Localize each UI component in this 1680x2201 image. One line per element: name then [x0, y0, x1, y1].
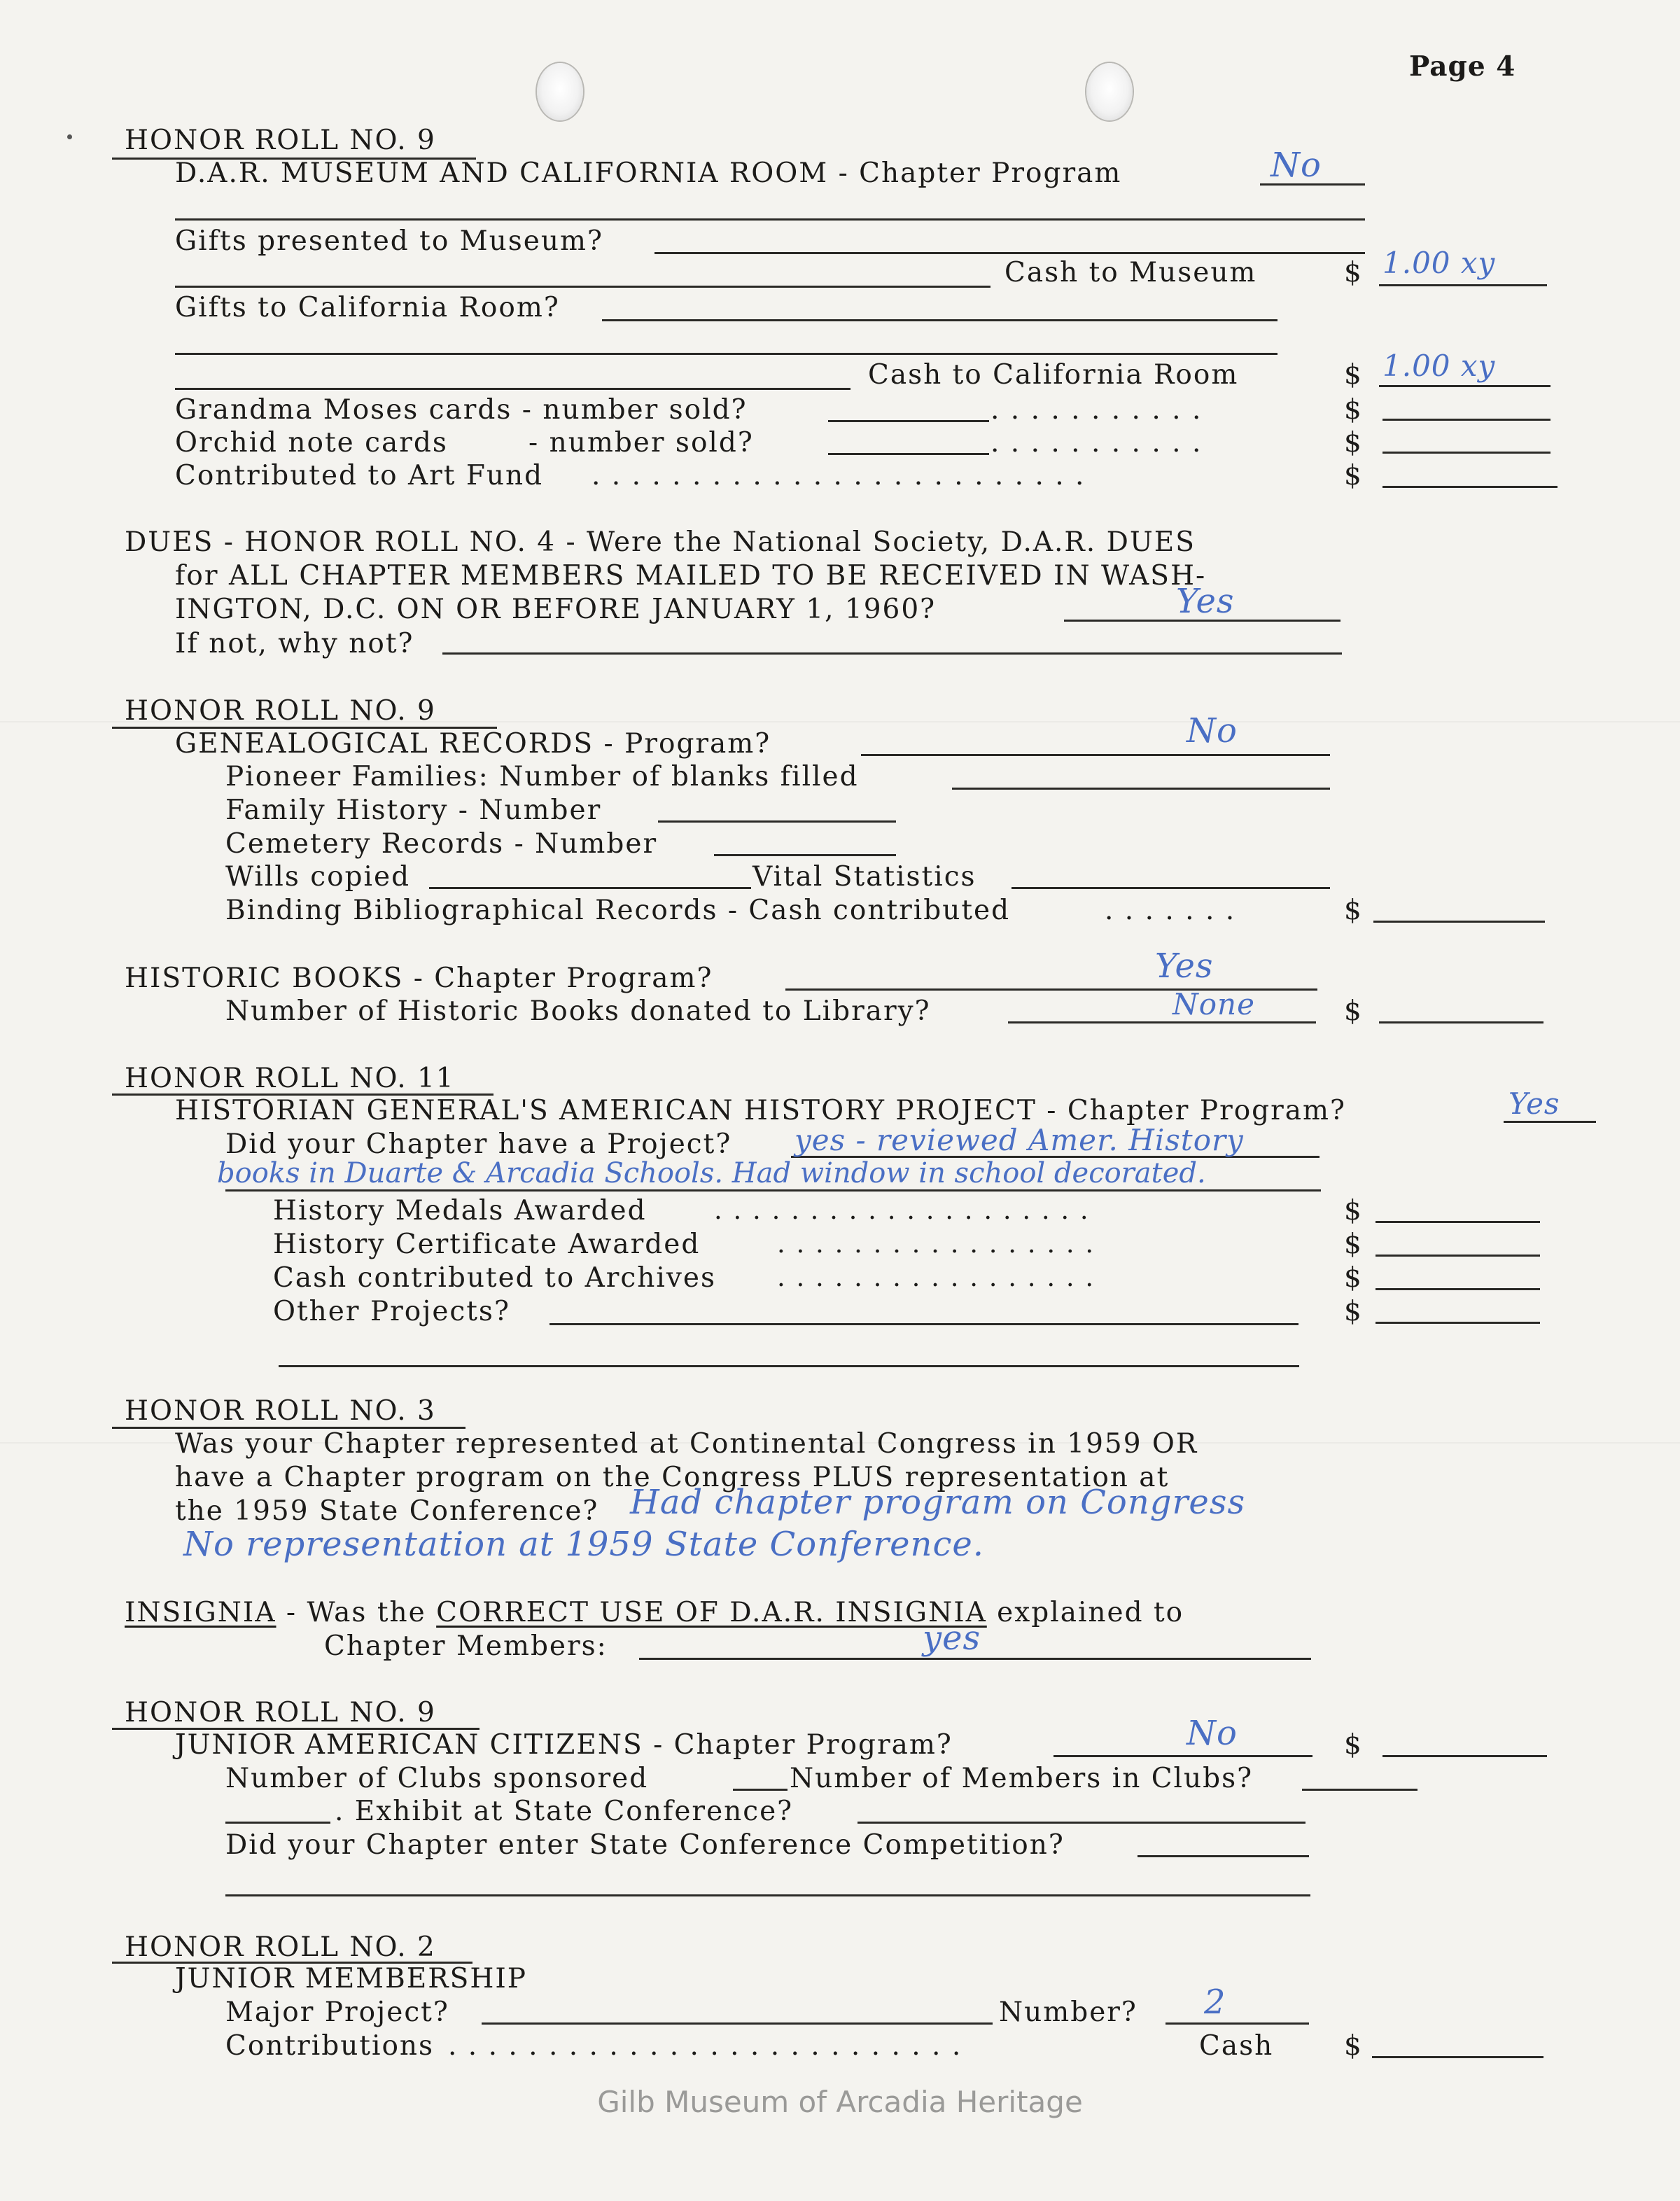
members-label: Number of Members in Clubs? [790, 1763, 1254, 1794]
contributions-cash-field [1372, 2056, 1544, 2058]
dollar-sign: $ [1344, 394, 1363, 426]
cash-calroom-value: 1.00 xy [1382, 349, 1496, 383]
certificate-dots: . . . . . . . . . . . . . . . . . [777, 1229, 1096, 1259]
orchid-cards-label: Orchid note cards - number sold? [175, 427, 754, 459]
clubs-field [733, 1789, 788, 1791]
number-field [1166, 2022, 1309, 2025]
dollar-sign: $ [1344, 1195, 1363, 1227]
dues-line-2: for ALL CHAPTER MEMBERS MAILED TO BE RECEIVED IN WASH- [175, 560, 1207, 592]
dues-why-field [442, 652, 1342, 655]
watermark: Gilb Museum of Arcadia Heritage [597, 2085, 1083, 2119]
dues-why-label: If not, why not? [175, 628, 414, 659]
cash-museum-field [1379, 284, 1547, 286]
dollar-sign: $ [1344, 460, 1363, 491]
dollar-sign: $ [1344, 427, 1363, 459]
moses-cash-field [1382, 419, 1550, 421]
section-heading: HONOR ROLL NO. 9 [125, 125, 436, 156]
insignia-members-label: Chapter Members: [324, 1630, 608, 1662]
exhibit-field [858, 1822, 1306, 1824]
exhibit-prefix-field [225, 1822, 330, 1824]
competition-label: Did your Chapter enter State Conference Competition? [225, 1829, 1065, 1861]
museum-program-answer: No [1270, 146, 1322, 185]
medals-label: History Medals Awarded [273, 1195, 647, 1227]
binding-label: Binding Bibliographical Records - Cash contributed [225, 895, 1011, 926]
historic-books-label: HISTORIC BOOKS - Chapter Program? [125, 963, 713, 994]
genealogical-program-field [861, 754, 1330, 756]
cash-museum-value: 1.00 xy [1382, 246, 1496, 280]
orchid-cards-field [828, 453, 989, 455]
gifts-museum-field [654, 252, 1365, 254]
congress-answer-1: Had chapter program on Congress [630, 1483, 1246, 1522]
medals-cash-field [1376, 1221, 1540, 1223]
genealogical-program-answer: No [1186, 711, 1238, 750]
section-heading: HONOR ROLL NO. 3 [125, 1395, 436, 1427]
moses-dots: . . . . . . . . . . . [990, 394, 1203, 426]
jac-program-label: JUNIOR AMERICAN CITIZENS - Chapter Program? [175, 1729, 953, 1761]
competition-field [1138, 1855, 1309, 1857]
dollar-sign: $ [1344, 1262, 1363, 1294]
museum-blank-line [175, 218, 1365, 221]
history-project-label: HISTORIAN GENERAL'S AMERICAN HISTORY PROJECT - Chapter Program? [175, 1095, 1346, 1126]
insignia-answer: yes [923, 1619, 981, 1658]
pioneer-field [952, 788, 1330, 790]
junior-membership-title: JUNIOR MEMBERSHIP [175, 1963, 527, 1994]
dues-answer: Yes [1176, 582, 1235, 621]
section-heading: HONOR ROLL NO. 9 [125, 1697, 436, 1728]
punch-hole-left [537, 63, 583, 120]
other-projects-cash-field [1376, 1322, 1540, 1324]
insignia-correct-use: CORRECT USE OF D.A.R. INSIGNIA [436, 1597, 987, 1628]
jac-cash-field [1382, 1755, 1547, 1757]
gifts-museum-label: Gifts presented to Museum? [175, 225, 603, 257]
insignia-text-a: - Was the [276, 1597, 437, 1628]
certificate-label: History Certificate Awarded [273, 1229, 701, 1260]
museum-program-label: D.A.R. MUSEUM AND CALIFORNIA ROOM - Chapter Program [175, 158, 1122, 189]
competition-line-2 [225, 1894, 1310, 1896]
historic-books-answer: Yes [1155, 946, 1214, 986]
books-cash-field [1379, 1021, 1544, 1023]
insignia-answer-field [639, 1658, 1311, 1660]
pioneer-label: Pioneer Families: Number of blanks filled [225, 761, 859, 792]
art-fund-label: Contributed to Art Fund [175, 460, 544, 491]
section-heading: HONOR ROLL NO. 11 [125, 1063, 455, 1094]
cemetery-label: Cemetery Records - Number [225, 828, 658, 860]
dues-line-1: DUES - HONOR ROLL NO. 4 - Were the National Society, D.A.R. DUES [125, 526, 1196, 558]
clubs-label: Number of Clubs sponsored [225, 1763, 649, 1794]
gifts-calroom-field [602, 319, 1278, 321]
archives-cash-field [1376, 1288, 1540, 1290]
cash-calroom-field [1379, 385, 1550, 387]
medals-dots: . . . . . . . . . . . . . . . . . . . . [714, 1195, 1090, 1225]
family-label: Family History - Number [225, 795, 602, 826]
dollar-sign: $ [1344, 2030, 1363, 2062]
major-project-label: Major Project? [225, 1997, 449, 2028]
family-field [658, 820, 896, 823]
insignia-label: INSIGNIA [125, 1597, 276, 1628]
art-fund-cash-field [1382, 486, 1558, 488]
congress-line-3: the 1959 State Conference? [175, 1495, 599, 1527]
number-answer: 2 [1204, 1983, 1226, 2022]
orchid-cash-field [1382, 452, 1550, 454]
binding-cash-field [1373, 921, 1545, 923]
gifts-calroom-label: Gifts to California Room? [175, 292, 560, 323]
section-heading: HONOR ROLL NO. 2 [125, 1931, 436, 1963]
wills-label: Wills copied [225, 861, 411, 893]
dollar-sign: $ [1344, 359, 1363, 391]
dollar-sign: $ [1344, 995, 1363, 1027]
other-projects-line-2 [279, 1365, 1299, 1367]
section-heading: HONOR ROLL NO. 9 [125, 695, 436, 727]
vital-label: Vital Statistics [752, 861, 976, 893]
dollar-sign: $ [1344, 1729, 1363, 1761]
major-project-field [482, 2022, 993, 2025]
insignia-text-b: explained to [986, 1597, 1184, 1628]
wills-field [429, 887, 751, 889]
dues-line-3: INGTON, D.C. ON OR BEFORE JANUARY 1, 1960? [175, 594, 937, 625]
moses-cards-label: Grandma Moses cards - number sold? [175, 394, 748, 426]
dollar-sign: $ [1344, 1296, 1363, 1327]
orchid-dots: . . . . . . . . . . . [990, 427, 1203, 459]
gifts-calroom-line3 [175, 388, 850, 390]
project-answer-line-2 [225, 1189, 1321, 1192]
congress-answer-2: No representation at 1959 State Conference. [183, 1525, 984, 1564]
books-donated-answer: None [1172, 987, 1255, 1021]
insignia-line-1 [125, 1599, 1184, 1626]
exhibit-label: . Exhibit at State Conference? [335, 1796, 794, 1827]
dollar-sign: $ [1344, 895, 1363, 926]
archives-dots: . . . . . . . . . . . . . . . . . [777, 1262, 1096, 1292]
punch-hole-right [1086, 63, 1133, 120]
vital-field [1011, 887, 1330, 889]
certificate-cash-field [1376, 1255, 1540, 1257]
number-label: Number? [999, 1997, 1138, 2028]
cash-calroom-label: Cash to California Room [868, 359, 1239, 391]
books-donated-label: Number of Historic Books donated to Library? [225, 995, 931, 1027]
project-question-label: Did your Chapter have a Project? [225, 1129, 732, 1160]
genealogical-program-label: GENEALOGICAL RECORDS - Program? [175, 728, 771, 760]
contributions-label: Contributions [225, 2030, 435, 2062]
project-answer-2: books in Duarte & Arcadia Schools. Had window in school decorated. [217, 1157, 1206, 1189]
cemetery-field [714, 854, 896, 856]
cash-label: Cash [1199, 2030, 1274, 2062]
project-answer-1: yes - reviewed Amer. History [794, 1123, 1244, 1157]
gifts-museum-line2 [175, 286, 990, 288]
members-field [1302, 1789, 1418, 1791]
jac-program-field [1054, 1755, 1312, 1757]
history-project-field [1504, 1121, 1596, 1123]
contributions-dots: . . . . . . . . . . . . . . . . . . . . . . . . . . [448, 2030, 962, 2062]
page-number: Page 4 [1409, 50, 1516, 83]
cash-museum-label: Cash to Museum [1004, 257, 1257, 288]
gifts-calroom-line2 [175, 353, 1278, 355]
binding-dots: . . . . . . . [1105, 895, 1236, 926]
art-fund-dots: . . . . . . . . . . . . . . . . . . . . . . . . . [592, 460, 1086, 491]
dollar-sign: $ [1344, 257, 1363, 288]
stray-mark [67, 134, 72, 139]
other-projects-field [550, 1323, 1298, 1325]
history-project-answer: Yes [1508, 1086, 1560, 1121]
dollar-sign: $ [1344, 1229, 1363, 1260]
congress-line-1: Was your Chapter represented at Continental Congress in 1959 OR [175, 1428, 1198, 1460]
archives-label: Cash contributed to Archives [273, 1262, 716, 1294]
other-projects-label: Other Projects? [273, 1296, 510, 1327]
congress-line-2: have a Chapter program on the Congress PLUS representation at [175, 1462, 1170, 1493]
moses-cards-field [828, 420, 989, 422]
books-donated-field [1008, 1021, 1316, 1023]
jac-program-answer: No [1186, 1714, 1238, 1753]
